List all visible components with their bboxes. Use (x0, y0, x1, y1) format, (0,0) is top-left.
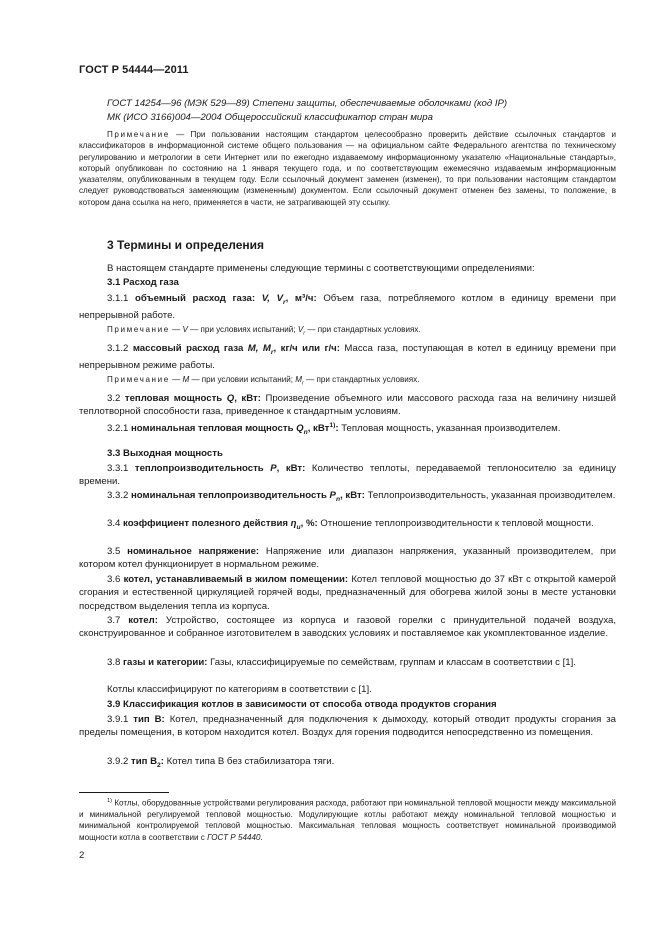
term: массовый расход газа (132, 343, 244, 354)
term-symbol: η (290, 518, 297, 529)
term-subscript: 2 (157, 761, 161, 769)
footnote-reference: 1) (329, 422, 336, 429)
clause-number: 3.8 (107, 657, 121, 668)
term-symbol-subscript: n (303, 429, 308, 437)
clause-3-9-2 (79, 755, 616, 772)
clause-number: 3.9.1 (107, 714, 129, 725)
term: номинальная тепловая мощность (131, 423, 294, 435)
clause-number: 3.3 (107, 448, 121, 459)
clause-number: 3.2.1 (107, 423, 129, 435)
clause-title: Классификация котлов в зависимости от способа отвода продуктов сгорания (123, 699, 497, 710)
note-text: — При пользовании настоящим стандартом целесообразно проверить действие ссылочных стандартов и классификаторов в информационной системе общего пользования — на официальном сайте Федерального агентства по техническому регулированию и метрологии в сети Интернет или по ежегодно издаваемому информационному указателю «Национальные стандарты», который опубликован по состоянию на 1 января текущего года, и по соответствующим ежемесячно издаваемым информационным указателям, опубликованным в текущем году. Если ссылочный документ заменен (изменен), то при пользовании настоящим стандартом следует руководствоваться заменяющим (измененным) документом. Если ссылочный документ отменен без замены, то положение, в котором дана ссылка на него, применяется в части, не затрагивающей эту ссылку. (79, 130, 617, 207)
definition: Теплопроизводительность, указанная производителем. (367, 490, 616, 501)
term-unit: , кВт: (276, 463, 306, 474)
clause-3-3-2 (79, 489, 616, 506)
note-text: — при стандартных условиях. (305, 325, 421, 334)
clause-3-3 (79, 447, 616, 460)
note-text: — при условиях испытаний; (187, 325, 298, 334)
term: номинальная теплопроизводительность (131, 490, 327, 501)
definition: Объем газа, потребляемого котлом в единицу времени при непрерывной работе. (79, 293, 616, 322)
clause-3-9 (79, 698, 616, 711)
definition: Газы, классифицируемые по семействам, группам и классам в соответствии с [1]. (210, 657, 576, 668)
section-3-intro: В настоящем стандарте применены следующие термины с соответствующими определениями: (107, 263, 535, 274)
term-symbol-subscript: u (296, 523, 301, 531)
note-dash: — (172, 325, 183, 334)
symbol-v: V (182, 325, 188, 334)
clause-number: 3.3.2 (107, 490, 129, 501)
definition: Котел типа B без стабилизатора тяги. (166, 756, 335, 767)
definition: Напряжение или диапазон напряжения, указанный производителем, при котором котел функционирует в нормальном режиме. (79, 546, 616, 571)
clause-3-1-1 (79, 292, 616, 323)
term-colon: : (160, 756, 164, 767)
term-colon: : (335, 423, 339, 435)
clause-title: Выходная мощность (123, 448, 223, 459)
term-symbol-subscript: r (282, 298, 286, 306)
definition: Масса газа, поступающая в котел в единицу времени при непрерывном режиме работы. (79, 343, 616, 372)
document-header: ГОСТ Р 54444—2011 (79, 64, 189, 76)
clause-title: Расход газа (123, 277, 179, 288)
term-symbol: P (270, 463, 277, 474)
clause-3-1 (79, 276, 616, 289)
clause-3-8 (79, 656, 616, 669)
clause-3-2-1 (79, 419, 616, 440)
note-text: — при условии испытаний; (189, 375, 296, 384)
term-unit: , кВт (307, 423, 330, 435)
definition: Тепловая мощность, указанная производителем. (341, 423, 561, 435)
footnote-text: Котлы, оборудованные устройствами регулирования расхода, работают при номинальной тепловой мощности между максимальной и минимальной регулируемой тепловой мощностью. Модулирующие котлы работают между номинальной тепловой мощностью и минимальной контролируемой тепловой мощностью. Максимальная тепловая мощность соответствует номинальной производимой мощности котла в соответствии с (79, 798, 616, 842)
note-label: Примечание (107, 375, 170, 384)
clause-3-2 (79, 392, 616, 419)
symbol-m: M (182, 375, 190, 384)
note-3-1-1 (79, 324, 616, 340)
footnote-separator (79, 792, 169, 793)
clause-number: 3.3.1 (107, 463, 129, 474)
symbol-mr: M (295, 375, 303, 384)
term-symbol: Q (226, 393, 235, 404)
term-unit: , м³/ч: (285, 293, 317, 304)
reference-gost-14254: ГОСТ 14254—96 (МЭК 529—89) Степени защиты, обеспечиваемые оболочками (код IP) (107, 98, 508, 109)
note-label: Примечание (107, 325, 170, 334)
footnote (79, 796, 616, 843)
clause-number: 3.6 (107, 574, 121, 585)
clause-3-8-extra: Котлы классифицируют по категориям в соответствии с [1]. (107, 684, 372, 695)
clause-number: 3.1.1 (107, 293, 129, 304)
note-references (79, 129, 616, 208)
term-symbol: V, V (261, 293, 283, 304)
term-symbol-subscript: n (335, 495, 341, 503)
clause-3-5 (79, 545, 616, 572)
term-symbol-subscript: r (270, 348, 274, 356)
definition: Котел, предназначенный для подключения к дымоходу, который отводит продукты сгорания за пределы помещения, в котором находится котел. Воздух для горения подводится непосредственно из помещения. (79, 714, 616, 739)
clause-3-7 (79, 614, 616, 641)
definition: Котел тепловой мощностью до 37 кВт с открытой камерой сгорания и естественной циркуляцией горячей воды, предназначенный для обогрева жилой зоны в месте установки посредством выделения тепла из корпуса. (79, 574, 616, 612)
clause-number: 3.2 (107, 393, 121, 404)
term: газы и категории: (123, 657, 208, 668)
reference-mk-3166: МК (ИСО 3166)004—2004 Общероссийский классификатор стран мира (107, 112, 433, 123)
term: теплопроизводительность (134, 463, 264, 474)
term: номинальное напряжение: (127, 546, 260, 557)
symbol-subscript: r (302, 380, 304, 387)
definition: Количество теплоты, передаваемой теплоносителю за единицу времени. (79, 463, 616, 488)
note-text: — при стандартных условиях. (303, 375, 420, 384)
clause-number: 3.1 (107, 277, 121, 288)
note-dash: — (172, 375, 183, 384)
definition: Устройство, состоящее из корпуса и газовой горелки с принудительной подачей воздуха, сконструированное и собранное изготовителем в заводских условиях и поставляемое как укомплектованное изделие. (79, 615, 617, 640)
clause-3-3-1 (79, 462, 616, 489)
clause-number: 3.7 (107, 615, 121, 626)
definition: Отношение теплопроизводительности к тепловой мощности. (320, 518, 594, 529)
definition: Произведение объемного или массового расхода газа на величину низшей теплотворной способности газа, приведенное к стандартным условиям. (79, 393, 617, 418)
term: тепловая мощность (124, 393, 223, 404)
term-unit: , %: (300, 518, 318, 529)
footnote-reference-gost: ГОСТ Р 54440 (207, 832, 261, 842)
term-symbol: Q (296, 423, 304, 435)
clause-3-4 (79, 517, 616, 534)
note-label: Примечание (107, 130, 170, 139)
footnote-mark: 1) (107, 798, 113, 804)
term: котел, устанавливаемый в жилом помещении: (123, 574, 349, 585)
clause-number: 3.4 (107, 518, 121, 529)
term: тип B (131, 756, 158, 767)
term: объемный расход газа: (135, 293, 256, 304)
clause-3-1-2 (79, 342, 616, 373)
symbol-subscript: r (303, 330, 306, 337)
term: тип B: (133, 714, 165, 725)
term: котел: (128, 615, 158, 626)
term: коэффициент полезного действия (123, 518, 288, 529)
section-3-title: 3 Термины и определения (107, 238, 265, 252)
term-unit: , кВт: (340, 490, 365, 501)
clause-number: 3.5 (107, 546, 121, 557)
clause-number: 3.1.2 (107, 343, 129, 354)
clause-number: 3.9.2 (107, 756, 129, 767)
note-3-1-2 (79, 374, 616, 390)
term-symbol: M, M (247, 343, 271, 354)
clause-3-6 (79, 573, 616, 613)
term-symbol: P (329, 490, 336, 501)
symbol-vr: V (297, 325, 304, 334)
footnote-end: . (260, 832, 263, 842)
term-unit: , кг/ч или г/ч: (273, 343, 340, 354)
page-number: 2 (79, 850, 85, 861)
clause-number: 3.9 (107, 699, 121, 710)
term-unit: , кВт: (234, 393, 261, 404)
clause-3-9-1 (79, 713, 616, 740)
